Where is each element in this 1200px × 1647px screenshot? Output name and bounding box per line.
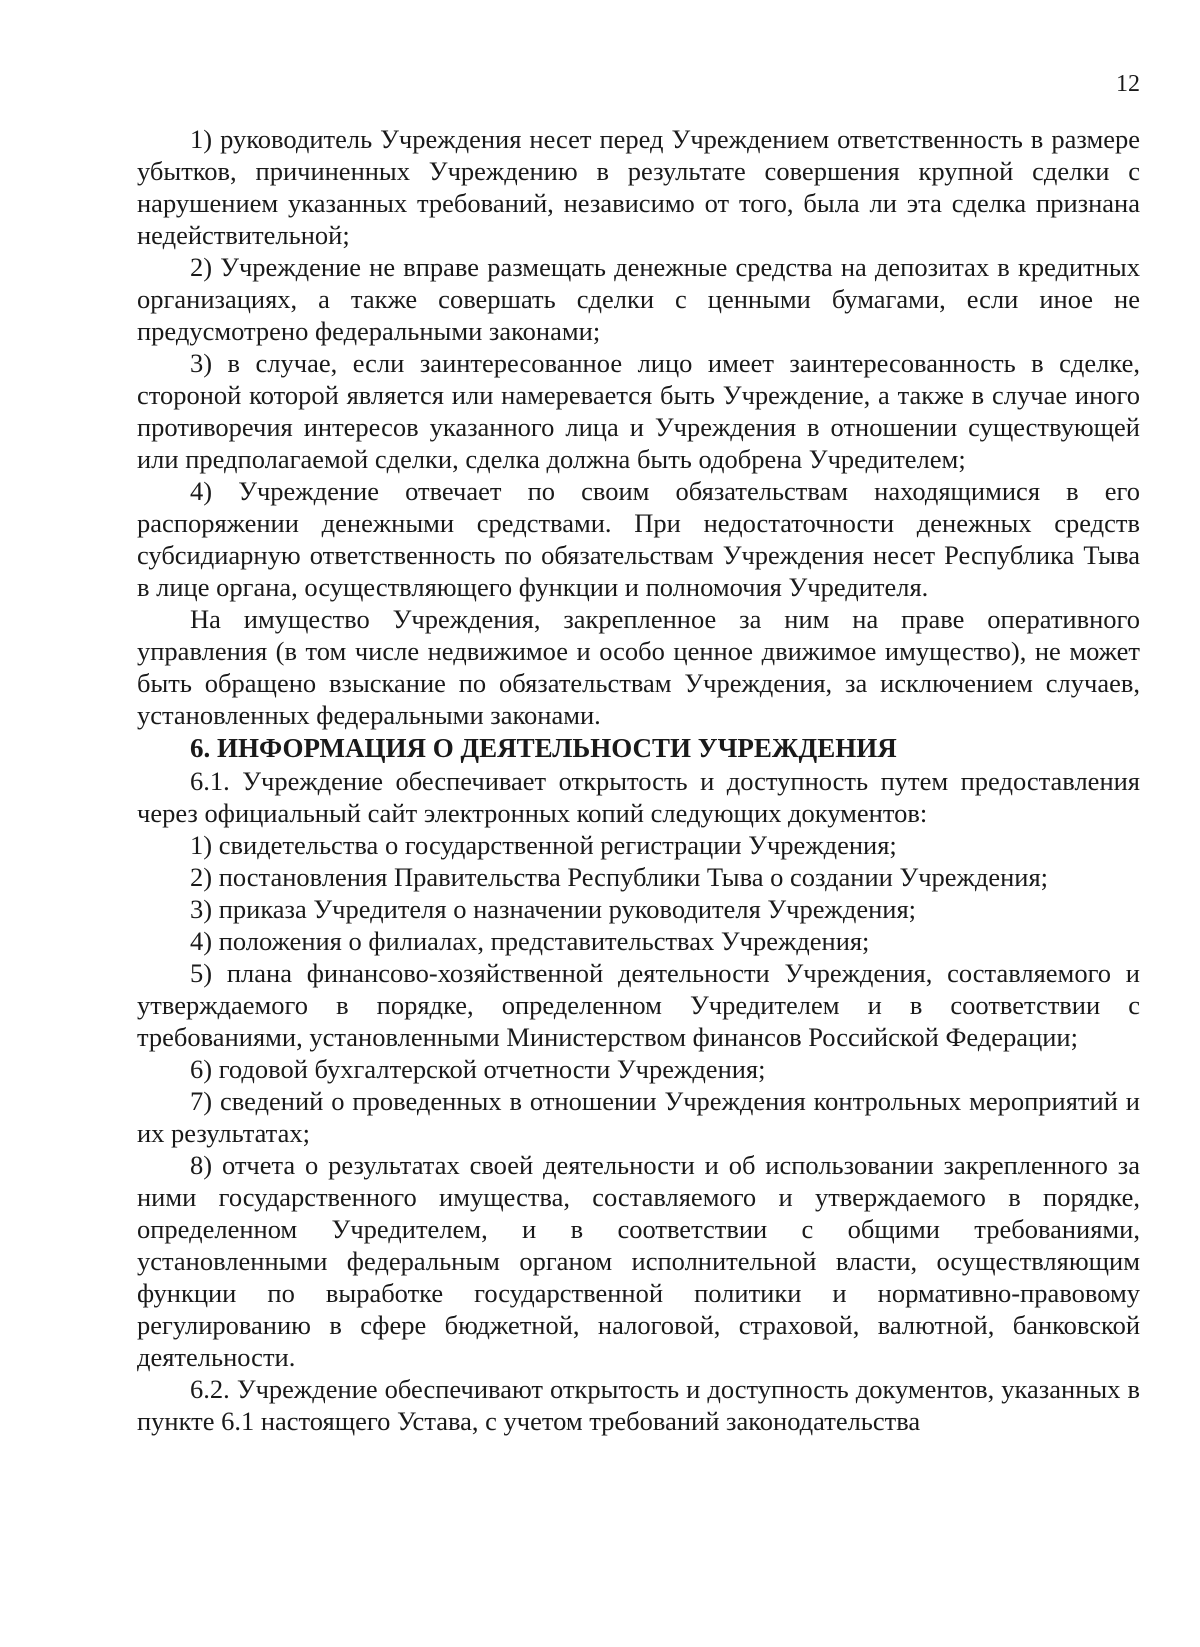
paragraph-6-1-item-3: 3) приказа Учредителя о назначении руководителя Учреждения; [190, 894, 916, 924]
paragraph-5-item-3: 3) в случае, если заинтересованное лицо имеет заинтересованность в сделке, стороной которой является или намеревается быть Учреждение, а также в случае иного противоречия интересов указанного лица и Учреждения в отношении существующей или предполагаемой сделки, сделка должна быть одобрена Учредителем; [137, 348, 1140, 474]
paragraph-6-1-item-5: 5) плана финансово-хозяйственной деятельности Учреждения, составляемого и утверждаемого в порядке, определенном Учредителем и в соответствии с требованиями, установленными Министерством финансов Российской Федерации; [137, 958, 1140, 1052]
paragraph-5-property: На имущество Учреждения, закрепленное за ним на праве оперативного управления (в том числе недвижимое и особо ценное движимое имущество), не может быть обращено взыскание по обязательствам Учреждения, за исключением случаев, установленных федеральными законами. [137, 604, 1140, 730]
paragraph-6-1-item-7: 7) сведений о проведенных в отношении Учреждения контрольных мероприятий и их результатах; [137, 1086, 1140, 1148]
section-6-heading: 6. ИНФОРМАЦИЯ О ДЕЯТЕЛЬНОСТИ УЧРЕЖДЕНИЯ [190, 733, 897, 763]
paragraph-6-1-item-1: 1) свидетельства о государственной регистрации Учреждения; [190, 830, 897, 860]
paragraph-6-1: 6.1. Учреждение обеспечивает открытость и доступность путем предоставления через официальный сайт электронных копий следующих документов: [137, 766, 1140, 828]
paragraph-6-1-item-4: 4) положения о филиалах, представительствах Учреждения; [190, 926, 870, 956]
paragraph-5-item-4: 4) Учреждение отвечает по своим обязательствам находящимися в его распоряжении денежными средствами. При недостаточности денежных средств субсидиарную ответственность по обязательствам Учреждения несет Республика Тыва в лице органа, осуществляющего функции и полномочия Учредителя. [137, 476, 1140, 602]
page-number: 12 [1116, 71, 1140, 97]
document-body [137, 123, 1140, 1437]
paragraph-6-1-item-6: 6) годовой бухгалтерской отчетности Учреждения; [190, 1054, 766, 1084]
paragraph-6-1-item-2: 2) постановления Правительства Республики Тыва о создании Учреждения; [190, 862, 1049, 892]
paragraph-6-1-item-8: 8) отчета о результатах своей деятельности и об использовании закрепленного за ними государственного имущества, составляемого и утверждаемого в порядке, определенном Учредителем, и в соответствии с общими требованиями, установленными федеральным органом исполнительной власти, осуществляющим функции по выработке государственной политики и нормативно-правовому регулированию в сфере бюджетной, налоговой, страховой, валютной, банковской деятельности. [137, 1150, 1140, 1372]
paragraph-5-item-1: 1) руководитель Учреждения несет перед Учреждением ответственность в размере убытков, причиненных Учреждению в результате совершения крупной сделки с нарушением указанных требований, независимо от того, была ли эта сделка признана недействительной; [137, 124, 1140, 250]
paragraph-5-item-2: 2) Учреждение не вправе размещать денежные средства на депозитах в кредитных организациях, а также совершать сделки с ценными бумагами, если иное не предусмотрено федеральными законами; [137, 252, 1140, 346]
paragraph-6-2: 6.2. Учреждение обеспечивают открытость и доступность документов, указанных в пункте 6.1 настоящего Устава, с учетом требований законодательства [137, 1374, 1140, 1436]
